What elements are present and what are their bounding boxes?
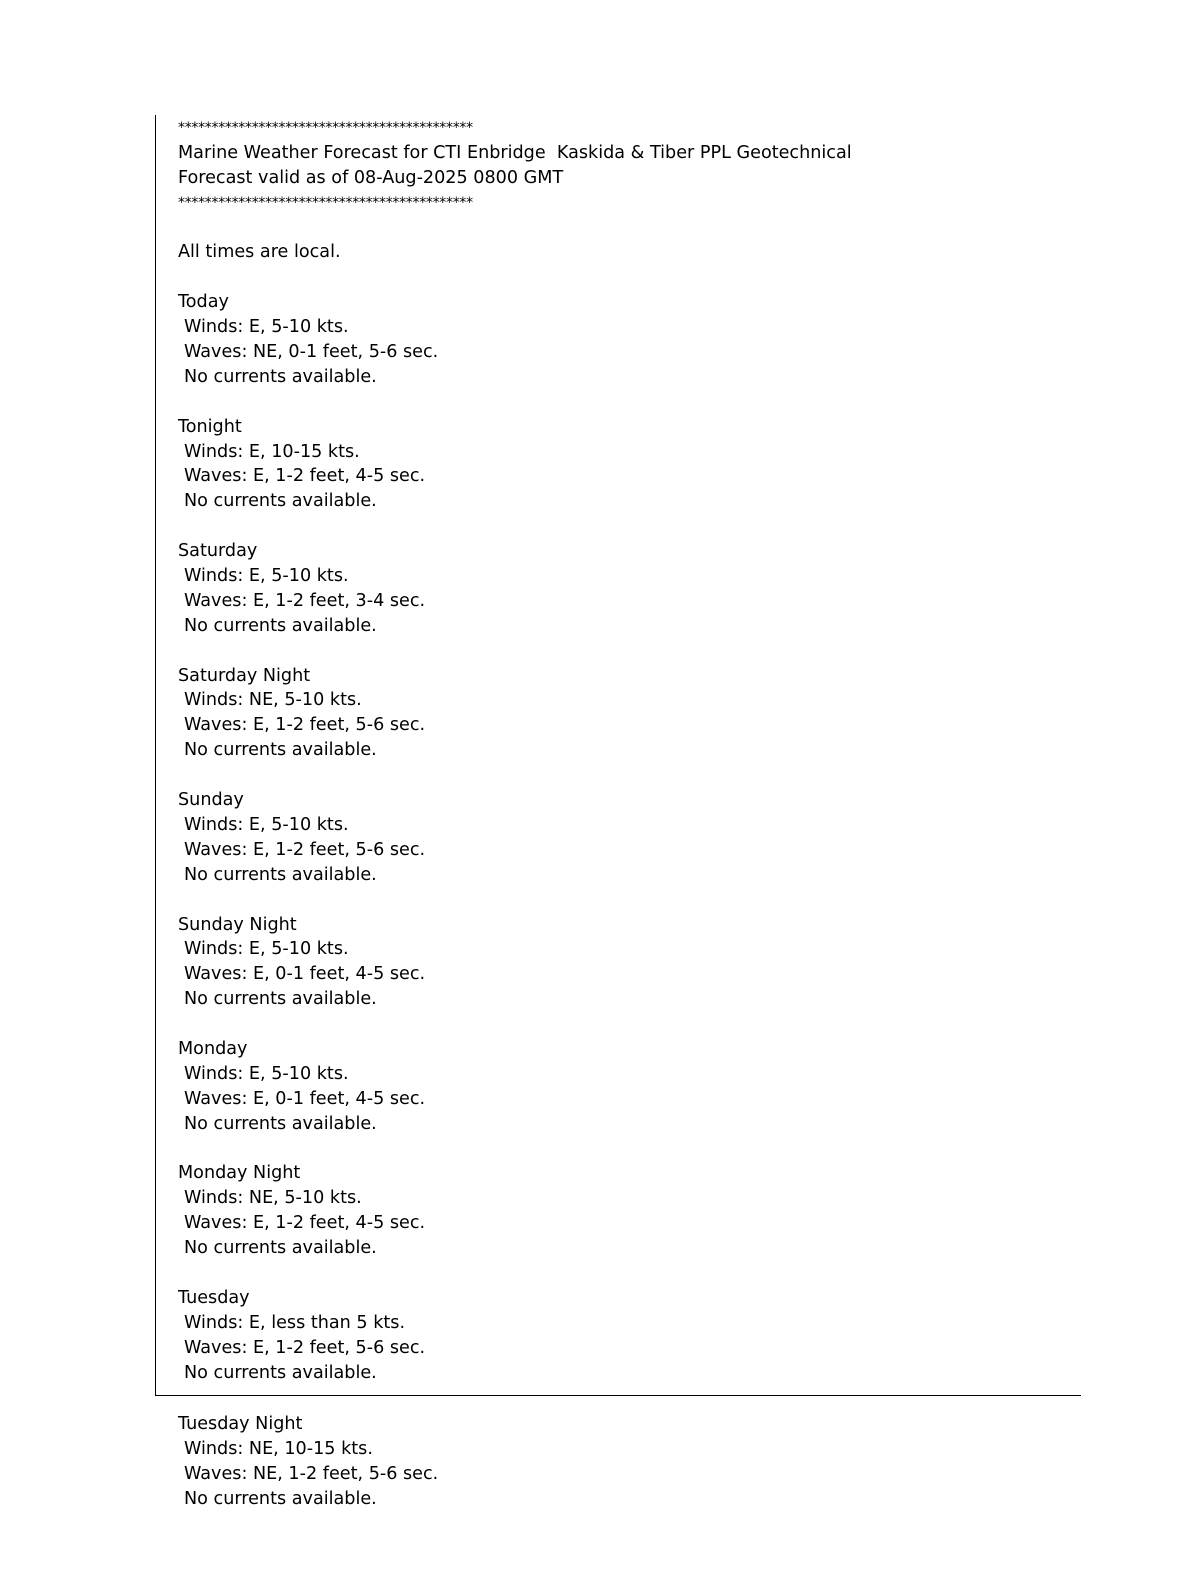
forecast-valid-time: Forecast valid as of 08-Aug-2025 0800 GMT: [178, 167, 564, 188]
forecast-period: [178, 1286, 852, 1386]
period-currents: No currents available.: [184, 1113, 377, 1134]
period-name: Saturday Night: [178, 665, 311, 686]
forecast-period: [178, 664, 852, 764]
period-name: Sunday: [178, 790, 244, 811]
period-name: Saturday: [178, 541, 258, 562]
period-currents: No currents available.: [184, 491, 377, 512]
period-currents: No currents available.: [184, 1238, 377, 1259]
forecast-period: [178, 290, 852, 390]
forecast-overflow: [178, 1412, 852, 1512]
period-winds: Winds: E, 10-15 kts.: [184, 441, 360, 462]
period-currents: No currents available.: [184, 1362, 377, 1383]
period-waves: Waves: E, 0-1 feet, 4-5 sec.: [184, 964, 426, 985]
quote-border-left: [155, 115, 156, 1396]
period-winds: Winds: E, 5-10 kts.: [184, 566, 349, 587]
period-winds: Winds: E, 5-10 kts.: [184, 317, 349, 338]
period-name: Today: [178, 292, 229, 313]
separator-bottom: ********************************************: [178, 194, 473, 211]
period-name: Monday Night: [178, 1163, 301, 1184]
period-currents: No currents available.: [184, 366, 377, 387]
period-waves: Waves: E, 1-2 feet, 4-5 sec.: [184, 1213, 426, 1234]
period-name: Tuesday: [178, 1287, 250, 1308]
forecast-period: [178, 539, 852, 639]
period-currents: No currents available.: [184, 615, 377, 636]
period-winds: Winds: NE, 5-10 kts.: [184, 690, 362, 711]
period-name: Monday: [178, 1038, 248, 1059]
period-waves: Waves: NE, 1-2 feet, 5-6 sec.: [184, 1464, 439, 1485]
period-waves: Waves: E, 0-1 feet, 4-5 sec.: [184, 1088, 426, 1109]
period-waves: Waves: E, 1-2 feet, 5-6 sec.: [184, 839, 426, 860]
forecast-period: [178, 913, 852, 1013]
period-waves: Waves: NE, 0-1 feet, 5-6 sec.: [184, 342, 439, 363]
period-name: Tonight: [178, 416, 242, 437]
time-note: All times are local.: [178, 242, 341, 263]
forecast-period: [178, 415, 852, 515]
period-winds: Winds: E, 5-10 kts.: [184, 814, 349, 835]
separator-top: ********************************************: [178, 120, 473, 136]
period-winds: Winds: NE, 5-10 kts.: [184, 1188, 362, 1209]
period-name: Sunday Night: [178, 914, 297, 935]
forecast-period: [178, 788, 852, 888]
forecast-period: [178, 1161, 852, 1261]
forecast-title: Marine Weather Forecast for CTI Enbridge Kaskida & Tiber PPL Geotechnical: [178, 142, 852, 163]
period-currents: No currents available.: [184, 1489, 377, 1510]
period-waves: Waves: E, 1-2 feet, 5-6 sec.: [184, 1337, 426, 1358]
period-winds: Winds: E, less than 5 kts.: [184, 1312, 406, 1333]
forecast-body: [178, 116, 852, 1512]
period-waves: Waves: E, 1-2 feet, 5-6 sec.: [184, 715, 426, 736]
period-winds: Winds: NE, 10-15 kts.: [184, 1439, 373, 1460]
period-winds: Winds: E, 5-10 kts.: [184, 1063, 349, 1084]
period-waves: Waves: E, 1-2 feet, 4-5 sec.: [184, 466, 426, 487]
forecast-period: [178, 1037, 852, 1137]
period-currents: No currents available.: [184, 740, 377, 761]
period-waves: Waves: E, 1-2 feet, 3-4 sec.: [184, 590, 426, 611]
period-name: Tuesday Night: [178, 1414, 303, 1435]
forecast-period: [178, 1412, 852, 1512]
period-currents: No currents available.: [184, 864, 377, 885]
period-currents: No currents available.: [184, 989, 377, 1010]
period-winds: Winds: E, 5-10 kts.: [184, 939, 349, 960]
